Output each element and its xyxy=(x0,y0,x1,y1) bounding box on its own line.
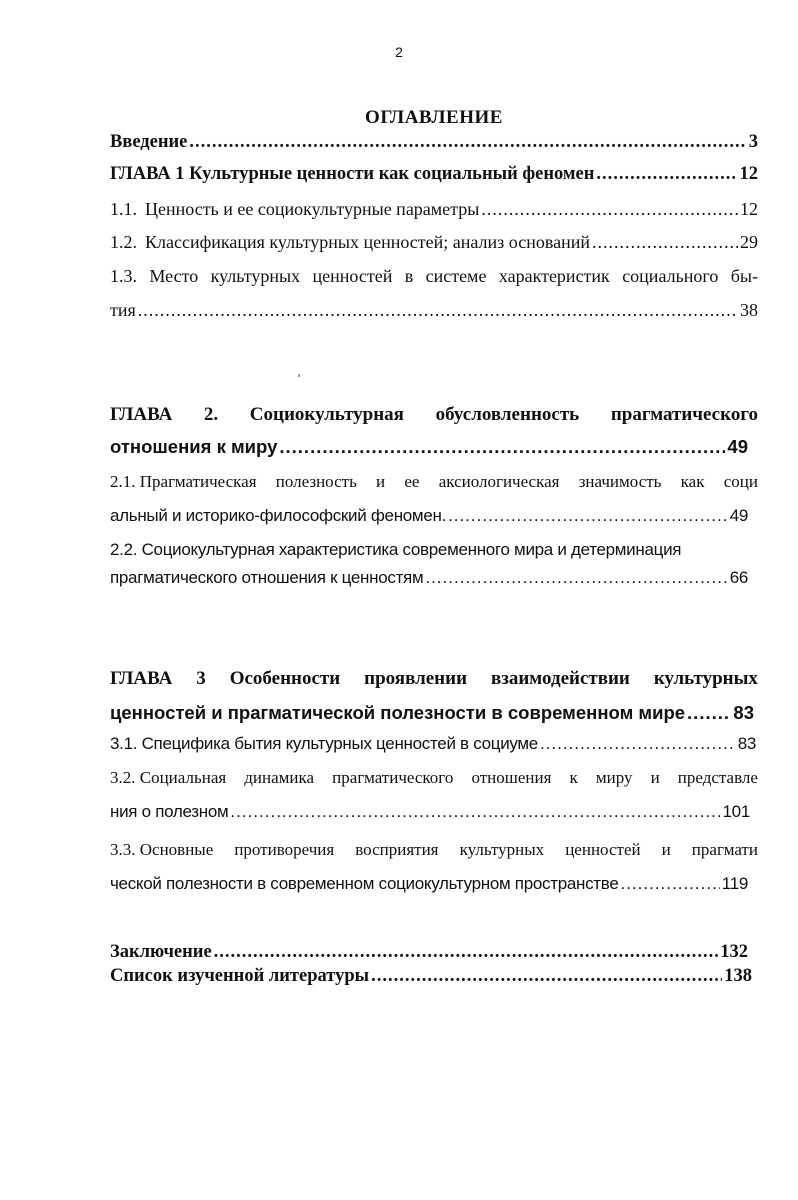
entry-page: 66 xyxy=(729,568,748,587)
toc-entry-chapter-3-line-1[interactable] xyxy=(110,668,758,694)
entry-label: Классификация культурных ценностей; анализ оснований xyxy=(145,232,590,252)
word: и xyxy=(376,472,386,491)
entry-page: 119 xyxy=(721,874,748,893)
toc-entry-2-1-line-2[interactable] xyxy=(110,506,748,532)
entry-label: ценностей и прагматической полезности в современном мире xyxy=(110,702,686,723)
word: взаимодействии xyxy=(490,668,630,689)
word: культурных xyxy=(653,668,758,689)
entry-number: 1.1. xyxy=(110,199,137,219)
word: 2.1. Прагматическая xyxy=(110,472,257,491)
word: полезность xyxy=(275,472,357,491)
entry-label: отношения к миру xyxy=(110,436,278,457)
toc-entry-3-3-line-2[interactable] xyxy=(110,874,748,900)
word: Социокультурная xyxy=(249,404,404,425)
entry-number: 1.2. xyxy=(110,232,137,252)
word: характеристик xyxy=(498,266,610,286)
entry-page: 29 xyxy=(740,232,758,252)
entry-label: 3.1. Специфика бытия культурных ценностей в социуме xyxy=(110,734,538,753)
toc-entry-1-2[interactable] xyxy=(110,232,758,258)
dot-leader xyxy=(371,966,722,987)
word: системе xyxy=(425,266,487,286)
word: проявлении xyxy=(364,668,468,689)
entry-page: 138 xyxy=(724,966,752,986)
entry-page: 83 xyxy=(733,702,754,723)
entry-page: 49 xyxy=(727,436,748,457)
dot-leader xyxy=(230,802,720,822)
word: ГЛАВА xyxy=(110,404,173,425)
word: и xyxy=(661,840,671,859)
word: как xyxy=(680,472,705,491)
toc-entry-chapter-1[interactable] xyxy=(110,164,758,190)
word: миру xyxy=(595,768,633,787)
word: 3.3. Основные xyxy=(110,840,214,859)
entry-label: ния о полезном xyxy=(110,802,229,821)
word: значимость xyxy=(578,472,662,491)
dot-leader xyxy=(596,164,737,185)
dot-leader xyxy=(540,734,736,754)
toc-entry-intro[interactable] xyxy=(110,132,758,158)
toc-entry-2-1-line-1[interactable] xyxy=(110,472,758,498)
word: представле xyxy=(677,768,758,787)
dot-leader xyxy=(138,300,738,321)
word: бы- xyxy=(730,266,758,286)
entry-label: ческой полезности в современном социокультурном пространстве xyxy=(110,874,619,893)
word: Место xyxy=(149,266,199,286)
entry-label: Ценность и ее социокультурные параметры xyxy=(145,199,480,219)
entry-page: 3 xyxy=(748,132,758,152)
toc-entry-3-2-line-2[interactable] xyxy=(110,802,750,828)
word: ГЛАВА xyxy=(110,668,173,689)
word: 3.2. Социальная xyxy=(110,768,227,787)
scan-speck xyxy=(298,374,300,377)
entry-page: 38 xyxy=(740,300,758,320)
word: и xyxy=(650,768,660,787)
dot-leader xyxy=(620,874,719,894)
entry-label: ГЛАВА 1 Культурные ценности как социальный феномен xyxy=(110,164,595,184)
entry-page: 83 xyxy=(737,734,756,753)
entry-page: 49 xyxy=(729,506,748,525)
word: аксиологическая xyxy=(438,472,560,491)
word: обусловленность xyxy=(435,404,580,425)
toc-entry-2-2-line-1[interactable] xyxy=(110,540,758,566)
word: прагматического xyxy=(332,768,454,787)
dot-leader xyxy=(425,568,727,588)
page-number: 2 xyxy=(395,44,403,60)
toc-entry-1-3-line-1[interactable] xyxy=(110,266,758,292)
word: к xyxy=(569,768,578,787)
word: 1.3. xyxy=(110,266,137,286)
word: ценностей xyxy=(312,266,393,286)
word: 2. xyxy=(203,404,219,425)
word: в xyxy=(404,266,414,286)
toc-entry-bibliography[interactable] xyxy=(110,966,752,992)
toc-entry-3-2-line-1[interactable] xyxy=(110,768,758,794)
entry-label: прагматического отношения к ценностям xyxy=(110,568,424,587)
toc-title: ОГЛАВЛЕНИЕ xyxy=(365,107,503,128)
dot-leader xyxy=(214,942,719,963)
entry-label: Список изученной литературы xyxy=(110,966,370,986)
word: ее xyxy=(404,472,420,491)
toc-entry-3-3-line-1[interactable] xyxy=(110,840,758,866)
word: отношения xyxy=(471,768,552,787)
word: восприятия xyxy=(355,840,439,859)
toc-entry-chapter-2-line-1[interactable] xyxy=(110,404,758,430)
toc-entry-1-3-line-2[interactable] xyxy=(110,300,758,326)
word: прагматического xyxy=(610,404,758,425)
toc-entry-3-1[interactable] xyxy=(110,734,756,760)
entry-label: Введение xyxy=(110,132,188,152)
word: прагмати xyxy=(691,840,758,859)
toc-entry-conclusion[interactable] xyxy=(110,942,748,968)
entry-label: Заключение xyxy=(110,942,212,962)
toc-entry-1-1[interactable] xyxy=(110,199,758,225)
word: культурных xyxy=(459,840,545,859)
toc-entry-chapter-2-line-2[interactable] xyxy=(110,436,748,462)
entry-page: 12 xyxy=(739,164,758,184)
word: 3 xyxy=(196,668,206,689)
dot-leader xyxy=(279,436,725,458)
word: ценностей xyxy=(565,840,641,859)
entry-page: 12 xyxy=(740,199,758,219)
word: противоречия xyxy=(234,840,335,859)
dot-leader xyxy=(189,132,746,153)
dot-leader xyxy=(687,702,731,724)
entry-label: альный и историко-философский феномен. xyxy=(110,506,446,525)
dot-leader xyxy=(592,232,738,253)
word: Особенности xyxy=(229,668,341,689)
word: соци xyxy=(723,472,758,491)
word: культурных xyxy=(210,266,301,286)
toc-entry-chapter-3-line-2[interactable] xyxy=(110,702,754,728)
word: динамика xyxy=(244,768,315,787)
dot-leader xyxy=(448,506,728,526)
entry-label: тия xyxy=(110,300,136,320)
entry-label: 2.2. Социокультурная характеристика современного мира и детерминация xyxy=(110,540,682,559)
toc-entry-2-2-line-2[interactable] xyxy=(110,568,748,594)
entry-page: 101 xyxy=(722,802,750,821)
dot-leader xyxy=(481,199,738,220)
word: социального xyxy=(622,266,719,286)
entry-page: 132 xyxy=(720,942,748,962)
